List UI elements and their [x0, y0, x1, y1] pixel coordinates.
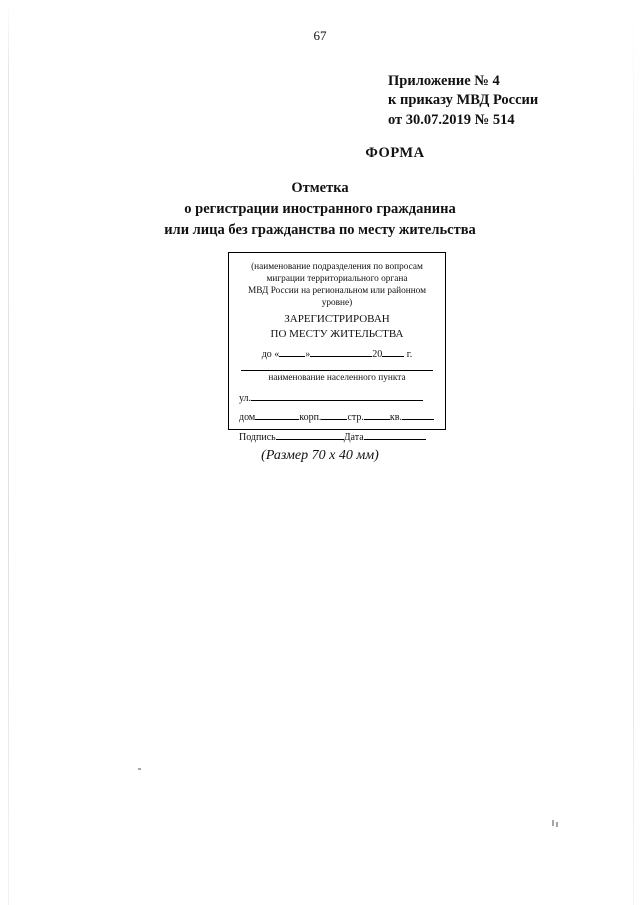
stamp-date-blank	[364, 429, 426, 440]
title-line-1: Отметка	[291, 180, 349, 196]
stamp-street-label: ул.	[239, 392, 252, 404]
stamp-date-label: Дата	[343, 432, 364, 444]
stamp-house-blank	[255, 409, 299, 420]
stamp-flat-blank	[402, 409, 434, 420]
scan-speck	[138, 768, 141, 770]
stamp-signature-blank	[276, 429, 344, 440]
stamp-street-row	[239, 390, 435, 406]
stamp-flat-label: кв.	[389, 412, 402, 424]
stamp-address-row	[239, 409, 435, 425]
stamp-structure-label: стр.	[347, 412, 364, 424]
stamp-signature-label: Подпись	[239, 432, 276, 444]
stamp-date-year: 20	[372, 348, 383, 360]
stamp-date-mid: »	[305, 348, 311, 360]
stamp-month-blank	[310, 346, 372, 357]
stamp-subdivision-caption	[239, 261, 435, 309]
stamp-building-label: корп.	[299, 412, 322, 424]
stamp-day-blank	[279, 346, 305, 357]
registration-stamp	[228, 252, 446, 444]
appendix-line-3: от 30.07.2019 № 514	[388, 111, 515, 128]
stamp-date-prefix: до «	[261, 348, 280, 360]
scan-speck	[556, 822, 558, 827]
form-word: ФОРМА	[365, 145, 425, 161]
stamp-structure-blank	[364, 409, 390, 420]
stamp-subdivision-line-2: миграции территориального органа	[266, 274, 408, 285]
stamp-street-blank	[251, 390, 423, 401]
stamp-subdivision-line-1: (наименование подразделения по вопросам	[251, 262, 423, 272]
size-note: (Размер 70 х 40 мм)	[261, 448, 379, 463]
stamp-year-blank	[382, 346, 404, 357]
stamp-valid-until-row	[239, 346, 435, 362]
stamp-locality-caption: наименование населенного пункта	[268, 372, 406, 383]
stamp-locality-rule	[241, 369, 433, 371]
stamp-building-blank	[321, 409, 347, 420]
page-number: 67	[313, 28, 327, 43]
page-title	[0, 178, 640, 241]
stamp-registered-label: ЗАРЕГИСТРИРОВАН	[284, 313, 390, 326]
title-line-3: или лица без гражданства по месту жительства	[164, 222, 476, 239]
appendix-reference	[388, 72, 538, 130]
title-line-2: о регистрации иностранного гражданина	[184, 201, 456, 218]
stamp-date-suffix: г.	[406, 348, 413, 360]
stamp-signature-row	[239, 429, 435, 445]
scan-speck	[552, 820, 554, 826]
stamp-house-label: дом	[239, 412, 256, 424]
stamp-place-label: ПО МЕСТУ ЖИТЕЛЬСТВА	[270, 327, 404, 340]
stamp-subdivision-line-4: уровне)	[321, 298, 353, 309]
stamp-subdivision-line-3: МВД России на региональном или районном	[247, 286, 427, 297]
appendix-line-2: к приказу МВД России	[388, 92, 539, 109]
appendix-line-1: Приложение № 4	[388, 73, 500, 89]
